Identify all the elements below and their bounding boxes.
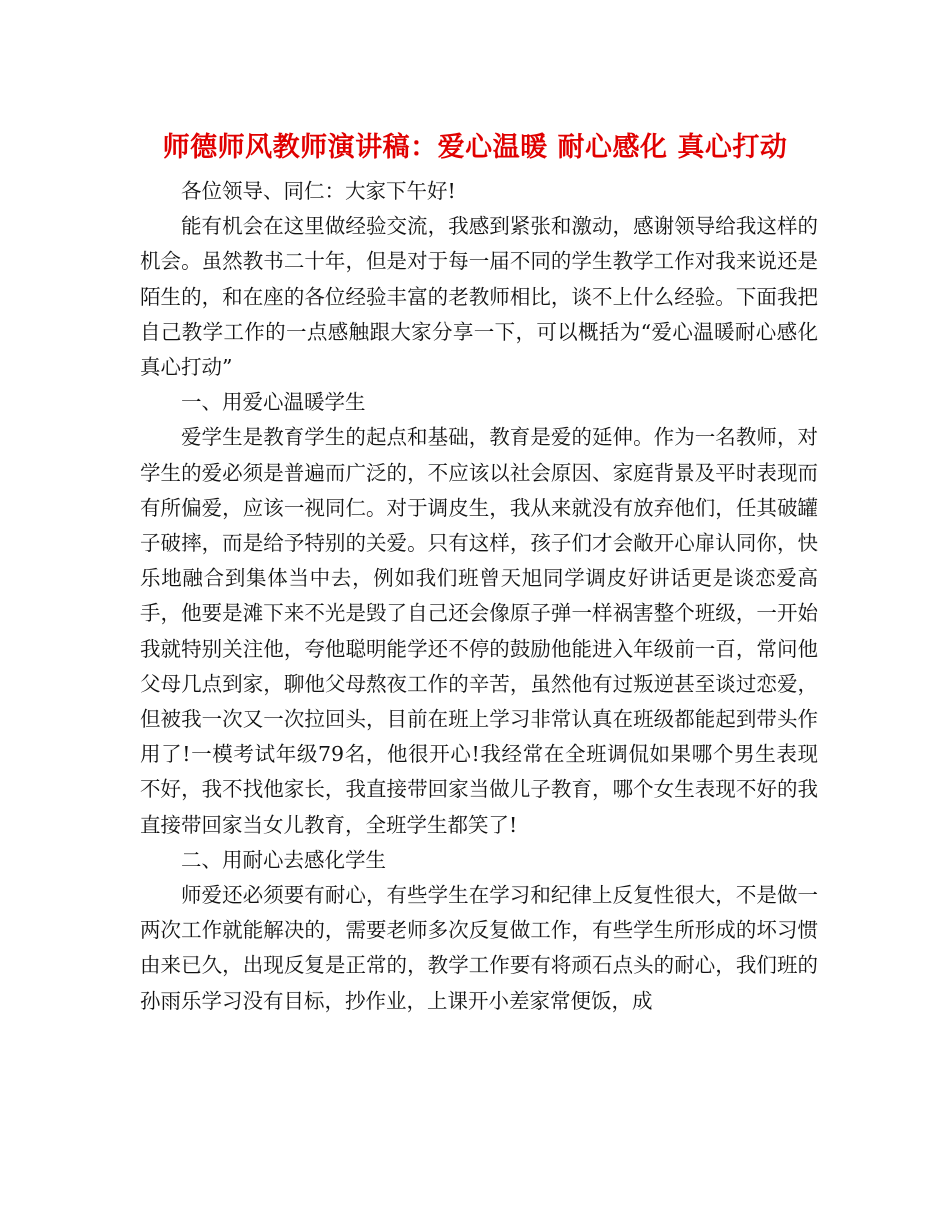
document-body <box>140 174 818 1019</box>
document-title: 师德师风教师演讲稿：爱心温暖 耐心感化 真心打动 <box>162 132 788 163</box>
greeting-paragraph: 各位领导、同仁：大家下午好! <box>181 179 456 203</box>
intro-paragraph: 能有机会在这里做经验交流，我感到紧张和激动，感谢领导给我这样的机会。虽然教书二十年，但是对于每一届不同的学生教学工作对我来说还是陌生的，和在座的各位经验丰富的老教师相比，谈不上什么经验。下面我把自己教学工作的一点感触跟大家分享一下，可以概括为“爱心温暖耐心感化 真心打动” <box>140 214 818 380</box>
section-heading-1: 一、用爱心温暖学生 <box>181 390 366 415</box>
section-1-paragraph: 爱学生是教育学生的起点和基础，教育是爱的延伸。作为一名教师，对学生的爱必须是普遍而广泛的，不应该以社会原因、家庭背景及平时表现而有所偏爱，应该一视同仁。对于调皮生，我从来就没有放弃他们，任其破罐子破摔，而是给予特别的关爱。只有这样，孩子们才会敞开心扉认同你，快乐地融合到集体当中去，例如我们班曾天旭同学调皮好讲话更是谈恋爱高手，他要是滩下来不光是毁了自己还会像原子弹一样祸害整个班级，一开始我就特别关注他，夸他聪明能学还不停的鼓励他能进入年级前一百，常问他父母几点到家，聊他父母熬夜工作的辛苦，虽然他有过叛逆甚至谈过恋爱，但被我一次又一次拉回头，目前在班上学习非常认真在班级都能起到带头作用了!一模考试年级79名，他很开心!我经常在全班调侃如果哪个男生表现不好，我不找他家长，我直接带回家当做儿子教育，哪个女生表现不好的我直接带回家当女儿教育，全班学生都笑了! <box>140 425 818 837</box>
section-2-paragraph: 师爱还必须要有耐心，有些学生在学习和纪律上反复性很大，不是做一两次工作就能解决的，需要老师多次反复做工作，有些学生所形成的坏习惯由来已久，出现反复是正常的，教学工作要有将顽石点头的耐心，我们班的孙雨乐学习没有目标，抄作业，上课开小差家常便饭，成 <box>140 883 818 1013</box>
section-heading-2: 二、用耐心去感化学生 <box>181 847 386 872</box>
